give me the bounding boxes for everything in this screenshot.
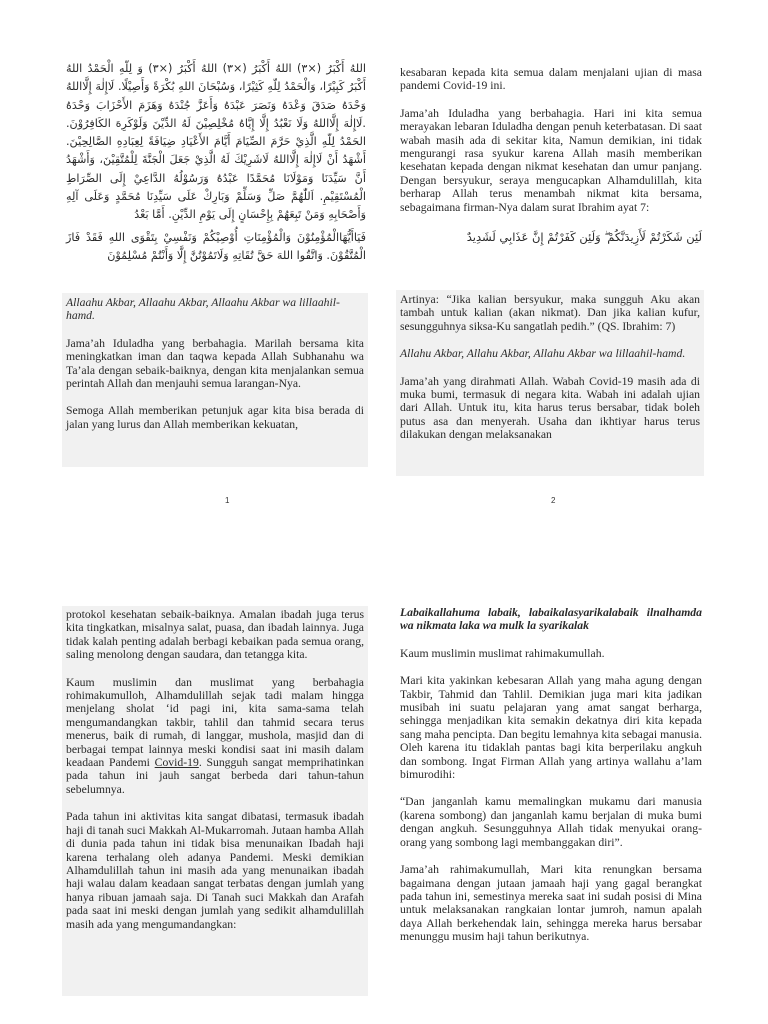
- paragraph: Pada tahun ini aktivitas kita sangat dibatasi, termasuk ibadah haji di tanah suci Makkah Al-Mukarromah. Jutaan hamba Allah di dunia pada tahun ini tidak bisa menunaikan Ibadah haji karena terhalang oleh adanya Pandemi. Meski demikian Alhamdulillah tahun ini masih ada yang menunaikan ibadah haji walau dalam keadaan sangat terbatas dengan jumlah yang hanya ribuan jamaah saja. Di Tanah suci Makkah dan Arafah pada saat ini meski dengan jumlah yang sedikit alhamdulillah masih ada yang mengumandangkan:: [66, 810, 364, 931]
- paragraph: [66, 676, 364, 797]
- covid-link[interactable]: Covid-19: [154, 756, 199, 770]
- arabic-wasiat: فَيَاأَيُّهَاالْمُؤْمِنُوْنَ وَالْمُؤْمِنَاتِ أُوْصِيْكُمْ وَنَفْسِيْ بِتَقْوَى اللهِ فَقَدْ فَازَ الْمُتَّقُوْنَ. وَاتَّقُوا اللهَ حَقَّ تُقَاتِهِ وَلَاتَمُوْتُنَّ إِلَّا وَأَنْتُمْ مُسْلِمُوْنَ: [66, 230, 366, 262]
- takbir-line: Allaahu Akbar, Allaahu Akbar, Allaahu Akbar wa lillaahil-hamd.: [66, 296, 340, 323]
- page-1-arabic-block: [66, 60, 366, 265]
- quran-verse-ibrahim-7: لَئِن شَكَرْتُمْ لَأَزِيدَنَّكُمْ ۖ وَلَئِن كَفَرْتُمْ إِنَّ عَذَابِي لَشَدِيدٌ: [466, 230, 702, 245]
- paragraph: protokol kesehatan sebaik-baiknya. Amalan ibadah juga terus kita tingkatkan, misalnya salat, puasa, dan ibadah lainnya. Juga tidak kalah penting adalah berbagi kebaikan pada semua orang, saling menolong dengan saudara, dan tetangga kita.: [66, 608, 364, 662]
- translation-paragraph: Artinya: “Jika kalian bersyukur, maka sungguh Aku akan tambah untuk kalian (akan nikmat). Dan jika kalian kufur, sesungguhnya siksa-Ku sangatlah pedih.” (QS. Ibrahim: 7): [400, 293, 700, 333]
- paragraph: Jama’ah Iduladha yang berbahagia. Hari ini kita semua merayakan lebaran Iduladha dengan penuh keterbatasan. Di saat wabah masih ada di sekitar kita, Namun demikian, ini tidak mengurangi rasa syukur karena Allah masih memberikan kesehatan kepada dengan nikmat kesehatan dan umur panjang. Dengan bersyukur, seraya mengucapkan Alhamdulillah, kita berharap Allah terus menambah nikmat kita bersama, sebagaimana firman-Nya dalam surat Ibrahim ayat 7:: [400, 106, 702, 214]
- page-number: 1: [225, 496, 230, 505]
- page-3-text-block: [62, 606, 368, 996]
- paragraph: Jama’ah Iduladha yang berbahagia. Marilah bersama kita meningkatkan iman dan taqwa kepada Allah Subhanahu wa Ta’ala dengan sebaik-baiknya, dengan kita menjalankan semua perintah Allah dan menjauhi semua larangan-Nya.: [66, 336, 364, 391]
- paragraph: Jama’ah yang dirahmati Allah. Wabah Covid-19 masih ada di muka bumi, termasuk di negara kita. Wabah ini adalah ujian dari Allah. Untuk itu, kita harus terus bersabar, tidak boleh putus asa dan menyerah. Usaha dan ikhtiyar harus terus dilakukan dengan melaksanakan: [400, 374, 700, 442]
- paragraph: Mari kita yakinkan kebesaran Allah yang maha agung dengan Takbir, Tahmid dan Tahlil. Demikian juga mari kita jadikan musibah ini suatu pelajaran yang amat sangat berharga, sehingga menjadikan kita semakin dekatnya diri kita kepada sang maha pencipta. Dan begitu lemahnya kita sebagai manusia. Oleh karena itu tidaklah pantas bagi kita berperilaku angkuh dan sombong. Ingat Firman Allah yang artinya wallahu a’lam bimurodihi:: [400, 674, 702, 782]
- talbiyah: Labaikallahuma labaik, labaikalasyarikalabaik ilnalhamda wa nikmata laka wa mulk la syarikalak: [400, 606, 702, 633]
- arabic-opening: اللهُ أَكْبَرُ (×٣) اللهُ أَكْبَرُ (×٣) اللهُ أَكْبَرُ (×٣) وَ لِلّهِ الْحَمْدُ اللهُ أَكْبَرُ كَبِيْرًا، وَالْحَمْدُ لِلّهِ كَثِيْرًا، وَسُبْحَانَ اللهِ بُكْرَةً وَأَصِيْلًا. لَاإِلٰهَ إِلَّااللهُ وَحْدَهُ صَدَقَ وَعْدَهُ وَنَصَرَ عَبْدَهُ وَأَعَزَّ جُنْدَهُ وَهَزَمَ الأَحْزَابَ وَحْدَهُ .لَاإِلٰهَ إِلَّااللهُ وَلَا نَعْبُدُ إِلَّا إِيَّاهُ مُخْلِصِيْنَ لَهُ الدِّيْنَ وَلَوْكَرِهَ الكَافِرُوْنَ. الحَمْدُ لِلّهِ الَّذِيْ حَرَّمَ الصِّيَامَ أَيَّامَ الأَعْيَادِ ضِيَافَةً لِعِبَادِهِ الصَّالِحِيْنَ. أَشْهَدُ أَنْ لَاإِلٰهَ إِلَّااللهُ لَاشَرِيْكَ لَهُ الَّذِيْ جَعَلَ الْجَنَّةَ لِلْمُتَّقِيْنَ، وَأَشْهَدُ أَنَّ سَيِّدَنَا وَمَوْلَانَا مُحَمَّدًا عَبْدُهُ وَرَسُوْلُهُ الدَّاعِيْ إِلَى الصِّرَاطِ الْمُسْتَقِيْمِ. اَللّٰهُمَّ صَلِّ وَسَلِّمْ وَبَارِكْ عَلَى سَيِّدِنَا مُحَمَّدٍ وَعَلَى آلِهِ وَأَصْحَابِهِ وَمَنْ تَبِعَهُمْ بِإِحْسَانٍ إِلَى يَوْمِ الدِّيْنِ. أَمَّا بَعْدُ: [66, 62, 366, 222]
- paragraph: Jama’ah rahimakumullah, Mari kita renungkan bersama bagaimana dengan jutaan jamaah haji yang gagal berangkat pada tahun ini, semestinya mereka saat ini sudah posisi di Mina untuk melaksanakan rangkaian lontar jumroh, namun apalah daya Allah berkehendak lain, sehingga mereka harus bersabar menunggu musim haji tahun berikutnya.: [400, 863, 702, 944]
- page-2-text-block: [400, 66, 702, 258]
- page-number: 2: [551, 496, 556, 505]
- paragraph: kesabaran kepada kita semua dalam menjalani ujian di masa pandemi Covid-19 ini.: [400, 66, 702, 93]
- page-1-text-block: [62, 293, 368, 467]
- paragraph-text: Kaum muslimin dan muslimat yang berbahagia rohimakumulloh, Alhamdulillah sejak tadi malam hingga menjelang sholat ‘id pagi ini, kita sama-sama telah mengumandangkan takbir, tahlil dan tahmid secara terus menerus, baik di rumah, di langgar, mushola, masjid dan di berbagai tempat lainnya meski kondisi saat ini masih dalam keadaan Pandemi: [66, 675, 364, 770]
- page-2-shaded-block: [396, 290, 704, 476]
- paragraph-text: . Sungguh sangat memprihatinkan pada tahun ini jauh sangat berbeda dari tahun-tahun sebelumnya.: [66, 756, 364, 796]
- page-4-text-block: [400, 606, 702, 958]
- paragraph: Kaum muslimin muslimat rahimakumullah.: [400, 646, 605, 660]
- paragraph: Semoga Allah memberikan petunjuk agar kita bisa berada di jalan yang lurus dan Allah memberikan kekuatan,: [66, 404, 364, 431]
- takbir-line: Allahu Akbar, Allahu Akbar, Allahu Akbar wa lillaahil-hamd.: [400, 347, 686, 361]
- quote-paragraph: “Dan janganlah kamu memalingkan mukamu dari manusia (karena sombong) dan janganlah kamu berjalan di muka bumi dengan angkuh. Sesungguhnya Allah tidak menyukai orang-orang yang sombong lagi membanggakan diri”.: [400, 795, 702, 849]
